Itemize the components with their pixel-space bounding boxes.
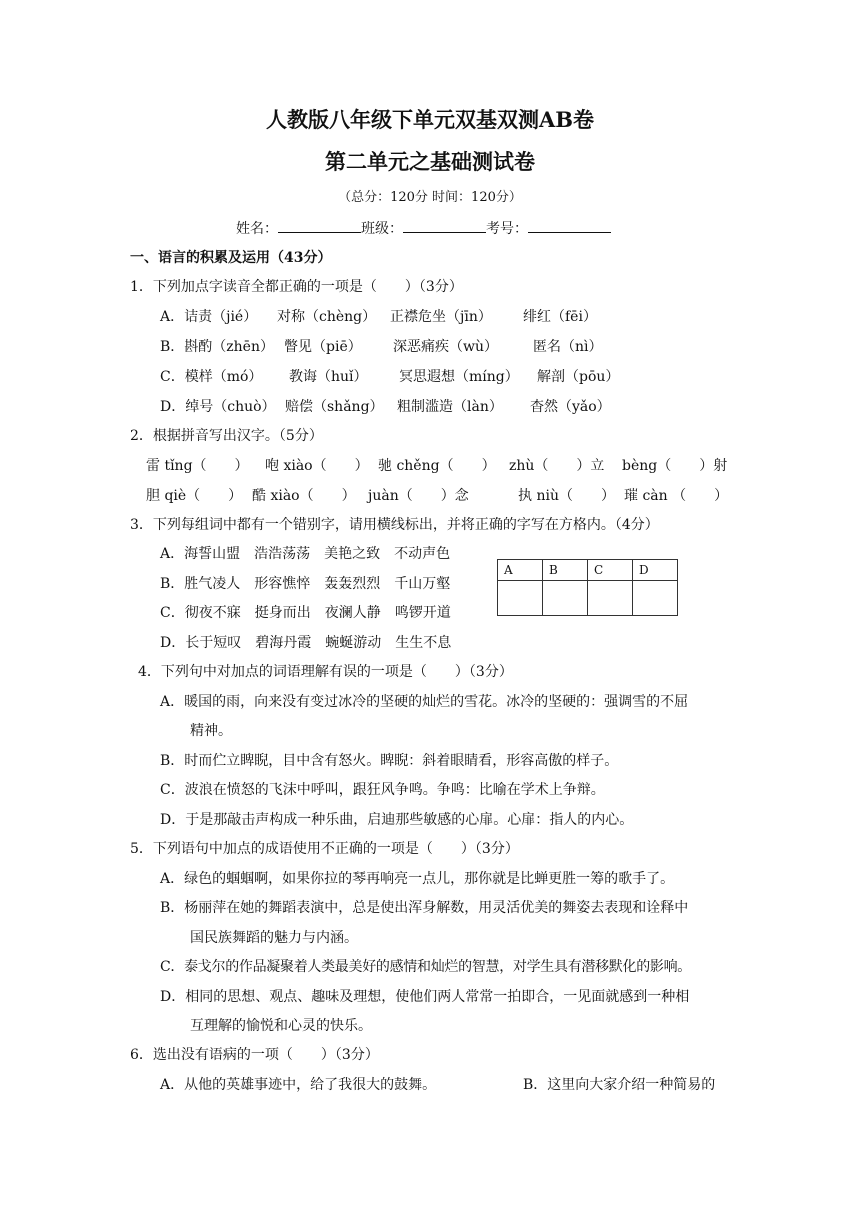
score-time-info: （总分：120分 时间：120分） (338, 190, 522, 205)
grid-header-a: A (498, 560, 543, 581)
q1-option-b-word: 瞥见（piē） (284, 339, 362, 355)
grid-cell-b[interactable] (543, 581, 588, 616)
q2-pinyin-item: zhù（ ）立 (509, 458, 605, 474)
grid-cell-a[interactable] (498, 581, 543, 616)
q5-option-a: A．绿色的蝈蝈啊，如果你拉的琴再响亮一点儿，那你就是比蝉更胜一筹的歌手了。 (160, 871, 675, 887)
q5-option-d-cont: 互理解的愉悦和心灵的快乐。 (190, 1018, 372, 1034)
q4-option-b: B．时而伫立睥睨，目中含有怒火。睥睨：斜着眼睛看，形容高傲的样子。 (160, 753, 619, 769)
q1-option-c-word: 解剖（pōu） (537, 369, 620, 385)
q1-option-b: B．斟酌（zhēn） (160, 339, 274, 355)
q2-pinyin-item: juàn（ ）念 (368, 488, 469, 504)
q3-option-d: D．长于短叹 碧海丹霞 蜿蜒游动 生生不息 (160, 635, 452, 651)
class-blank[interactable] (403, 218, 486, 233)
grid-header-b: B (543, 560, 588, 581)
q3-option-a: A．海誓山盟 浩浩荡荡 美艳之致 不动声色 (160, 546, 451, 562)
q5-option-d: D．相同的思想、观点、趣味及理想，使他们两人常常一拍即合，一见面就感到一种相 (160, 989, 690, 1005)
q1-option-a-word: 对称（chèng） (277, 309, 377, 325)
q1-option-d: D．绰号（chuò） (160, 399, 276, 415)
q1-option-b-word: 匿名（nì） (533, 339, 603, 355)
page-title: 人教版八年级下单元双基双测AB卷 (265, 107, 595, 132)
question-4-stem: 4．下列句中对加点的词语理解有误的一项是（ ）（3分） (138, 664, 513, 680)
q2-pinyin-item: 酷 xiào（ ） (252, 488, 356, 504)
q5-option-b: B．杨丽萍在她的舞蹈表演中，总是使出浑身解数，用灵活优美的舞姿去表现和诠释中 (160, 900, 689, 916)
name-label: 姓名： (236, 221, 278, 237)
q5-option-c: C．泰戈尔的作品凝聚着人类最美好的感情和灿烂的智慧，对学生具有潜移默化的影响。 (160, 959, 692, 975)
question-2-stem: 2．根据拼音写出汉字。（5分） (130, 428, 323, 444)
q1-option-d-word: 粗制滥造（làn） (397, 399, 503, 415)
grid-header-d: D (633, 560, 678, 581)
q1-option-a-word: 绯红（fēi） (523, 309, 597, 325)
q4-option-d: D．于是那敲击声构成一种乐曲，启迪那些敏感的心扉。心扉：指人的内心。 (160, 812, 634, 828)
id-label: 考号： (486, 221, 528, 237)
grid-cell-c[interactable] (588, 581, 633, 616)
q2-pinyin-item: 胆 qiè（ ） (146, 488, 243, 504)
q4-option-a-cont: 精神。 (190, 723, 232, 739)
q1-option-d-word: 杳然（yǎo） (530, 399, 611, 415)
q2-pinyin-item: 雷 tǐng（ ） (146, 458, 249, 474)
q1-option-c-word: 教诲（huǐ） (289, 369, 368, 385)
q2-pinyin-item: 璀 càn （ ） (624, 488, 729, 504)
q2-pinyin-item: 执 niù（ ） (518, 488, 615, 504)
q5-option-b-cont: 国民族舞蹈的魅力与内涵。 (190, 930, 358, 946)
q1-option-c: C．模样（mó） (160, 369, 263, 385)
q2-pinyin-item: 驰 chěng（ ） (378, 458, 496, 474)
page-subtitle: 第二单元之基础测试卷 (325, 149, 535, 174)
section-heading: 一、语言的积累及运用（43分） (130, 250, 332, 266)
question-5-stem: 5．下列语句中加点的成语使用不正确的一项是（ ）（3分） (130, 841, 519, 857)
q3-option-c: C．彻夜不寐 挺身而出 夜澜人静 鸣锣开道 (160, 605, 451, 621)
q2-pinyin-item: bèng（ ）射 (622, 458, 728, 474)
name-blank[interactable] (278, 218, 361, 233)
question-6-stem: 6．选出没有语病的一项（ ）（3分） (130, 1047, 379, 1063)
q1-option-a: A．诘责（jié） (160, 309, 258, 325)
student-info-row (236, 218, 611, 239)
q6-option-a: A．从他的英雄事迹中，给了我很大的鼓舞。 (160, 1077, 437, 1093)
q1-option-c-word: 冥思遐想（míng） (399, 369, 519, 385)
q4-option-c: C．波浪在愤怒的飞沫中呼叫，跟狂风争鸣。争鸣：比喻在学术上争辩。 (160, 782, 605, 798)
answer-grid (497, 559, 678, 616)
q3-option-b: B．胜气凌人 形容憔悴 轰轰烈烈 千山万壑 (160, 576, 451, 592)
q1-option-d-word: 赔偿（shǎng） (285, 399, 384, 415)
q1-option-b-word: 深恶痛疾（wù） (393, 339, 498, 355)
question-3-stem: 3．下列每组词中都有一个错别字，请用横线标出，并将正确的字写在方格内。（4分） (130, 517, 659, 533)
question-1-stem: 1．下列加点字读音全都正确的一项是（ ）（3分） (130, 279, 463, 295)
q1-option-a-word: 正襟危坐（jīn） (390, 309, 492, 325)
id-blank[interactable] (528, 218, 611, 233)
q2-pinyin-item: 咆 xiào（ ） (265, 458, 369, 474)
class-label: 班级： (361, 221, 403, 237)
q4-option-a: A．暖国的雨，向来没有变过冰冷的坚硬的灿烂的雪花。冰冷的坚硬的：强调雪的不屈 (160, 694, 689, 710)
q6-option-b: B．这里向大家介绍一种简易的 (523, 1077, 716, 1093)
grid-cell-d[interactable] (633, 581, 678, 616)
grid-header-c: C (588, 560, 633, 581)
